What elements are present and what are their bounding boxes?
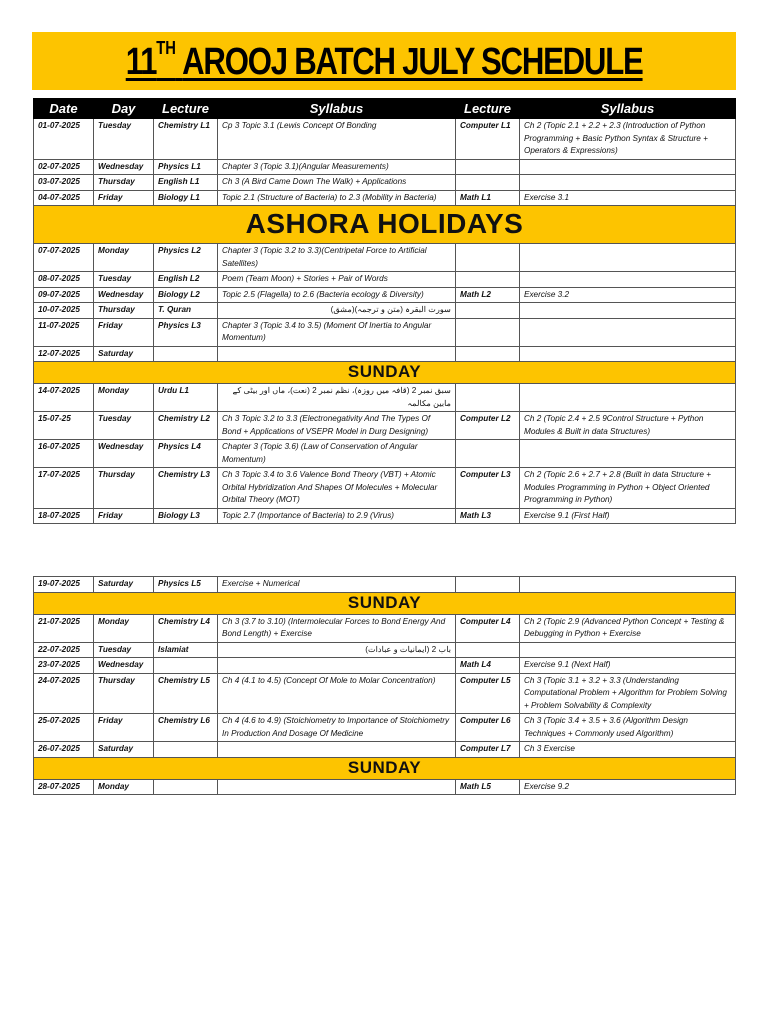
- day-cell: Tuesday: [94, 119, 154, 160]
- lecture-2-cell: Computer L2: [456, 412, 520, 440]
- syllabus-2-cell: [520, 440, 736, 468]
- schedule-row: [34, 614, 736, 642]
- lecture-2-cell: Computer L7: [456, 742, 520, 758]
- date-cell: 15-07-25: [34, 412, 94, 440]
- lecture-2-cell: [456, 159, 520, 175]
- date-cell: 25-07-2025: [34, 714, 94, 742]
- day-cell: Monday: [94, 384, 154, 412]
- syllabus-cell: Chapter 3 (Topic 3.6) (Law of Conservation of Angular Momentum): [218, 440, 456, 468]
- syllabus-2-cell: [520, 303, 736, 319]
- lecture-2-cell: Computer L6: [456, 714, 520, 742]
- date-cell: 24-07-2025: [34, 673, 94, 714]
- schedule-row: [34, 658, 736, 674]
- date-cell: 23-07-2025: [34, 658, 94, 674]
- date-cell: 28-07-2025: [34, 779, 94, 795]
- banner-label: SUNDAY: [34, 592, 736, 614]
- lecture-2-cell: [456, 384, 520, 412]
- syllabus-2-cell: Exercise 3.1: [520, 190, 736, 206]
- lecture-cell: [154, 742, 218, 758]
- lecture-cell: English L1: [154, 175, 218, 191]
- schedule-row: [34, 346, 736, 362]
- syllabus-2-cell: [520, 272, 736, 288]
- lecture-2-cell: Computer L1: [456, 119, 520, 160]
- day-cell: Monday: [94, 614, 154, 642]
- lecture-cell: Chemistry L6: [154, 714, 218, 742]
- syllabus-2-cell: [520, 346, 736, 362]
- title-superscript: TH: [156, 38, 176, 58]
- day-cell: Thursday: [94, 468, 154, 509]
- schedule-row: [34, 159, 736, 175]
- lecture-cell: Biology L3: [154, 508, 218, 524]
- date-cell: 19-07-2025: [34, 577, 94, 593]
- syllabus-2-cell: Ch 3 Exercise: [520, 742, 736, 758]
- lecture-cell: Chemistry L5: [154, 673, 218, 714]
- syllabus-cell: [218, 779, 456, 795]
- schedule-row: [34, 119, 736, 160]
- lecture-2-cell: [456, 272, 520, 288]
- day-cell: Wednesday: [94, 440, 154, 468]
- lecture-2-cell: Math L4: [456, 658, 520, 674]
- lecture-cell: Physics L1: [154, 159, 218, 175]
- day-cell: Monday: [94, 244, 154, 272]
- date-cell: 22-07-2025: [34, 642, 94, 658]
- day-cell: Friday: [94, 190, 154, 206]
- schedule-row: [34, 272, 736, 288]
- header-row: [34, 99, 736, 119]
- banner-row: [34, 206, 736, 244]
- header-day: Day: [94, 99, 154, 119]
- schedule-row: [34, 384, 736, 412]
- syllabus-2-cell: Exercise 3.2: [520, 287, 736, 303]
- header-syllabus-2: Syllabus: [520, 99, 736, 119]
- title-main: AROOJ BATCH JULY SCHEDULE: [182, 41, 643, 83]
- lecture-2-cell: Math L1: [456, 190, 520, 206]
- syllabus-2-cell: [520, 159, 736, 175]
- lecture-2-cell: Computer L4: [456, 614, 520, 642]
- schedule-row: [34, 468, 736, 509]
- schedule-row: [34, 577, 736, 593]
- banner-row: [34, 362, 736, 384]
- date-cell: 07-07-2025: [34, 244, 94, 272]
- syllabus-cell: Chapter 3 (Topic 3.2 to 3.3)(Centripetal Force to Artificial Satellites): [218, 244, 456, 272]
- banner-label: ASHORA HOLIDAYS: [34, 206, 736, 244]
- header-date: Date: [34, 99, 94, 119]
- lecture-cell: Chemistry L1: [154, 119, 218, 160]
- syllabus-2-cell: Ch 3 (Topic 3.4 + 3.5 + 3.6 (Algorithm Design Techniques + Commonly used Algorithm): [520, 714, 736, 742]
- lecture-cell: English L2: [154, 272, 218, 288]
- title-number: 11: [125, 41, 157, 83]
- lecture-cell: Physics L3: [154, 318, 218, 346]
- syllabus-cell: Ch 3 Topic 3.4 to 3.6 Valence Bond Theory (VBT) + Atomic Orbital Hybridization And Shapes Of Molecules + Molecular Orbital Theory (MOT): [218, 468, 456, 509]
- day-cell: Tuesday: [94, 272, 154, 288]
- schedule-row: [34, 244, 736, 272]
- lecture-cell: Islamiat: [154, 642, 218, 658]
- syllabus-cell: Chapter 3 (Topic 3.4 to 3.5) (Moment Of Inertia to Angular Momentum): [218, 318, 456, 346]
- lecture-2-cell: Math L3: [456, 508, 520, 524]
- banner-label: SUNDAY: [34, 362, 736, 384]
- schedule-row: [34, 714, 736, 742]
- day-cell: Saturday: [94, 742, 154, 758]
- syllabus-cell: [218, 346, 456, 362]
- syllabus-cell: Topic 2.1 (Structure of Bacteria) to 2.3 (Mobility in Bacteria): [218, 190, 456, 206]
- lecture-2-cell: [456, 577, 520, 593]
- syllabus-2-cell: Ch 2 (Topic 2.9 (Advanced Python Concept + Testing & Debugging in Python + Exercise: [520, 614, 736, 642]
- syllabus-cell: Topic 2.5 (Flagella) to 2.6 (Bacteria ecology & Diversity): [218, 287, 456, 303]
- schedule-row: [34, 508, 736, 524]
- syllabus-cell: Topic 2.7 (Importance of Bacteria) to 2.9 (Virus): [218, 508, 456, 524]
- day-cell: Friday: [94, 714, 154, 742]
- lecture-2-cell: [456, 175, 520, 191]
- syllabus-cell: Ch 4 (4.6 to 4.9) (Stoichiometry to Importance of Stoichiometry In Production And Dosage Of Medicine: [218, 714, 456, 742]
- lecture-cell: Physics L4: [154, 440, 218, 468]
- schedule-row: [34, 642, 736, 658]
- date-cell: 02-07-2025: [34, 159, 94, 175]
- date-cell: 01-07-2025: [34, 119, 94, 160]
- lecture-2-cell: [456, 440, 520, 468]
- lecture-cell: Chemistry L3: [154, 468, 218, 509]
- syllabus-2-cell: [520, 642, 736, 658]
- day-cell: Wednesday: [94, 287, 154, 303]
- syllabus-cell: Ch 3 Topic 3.2 to 3.3 (Electronegativity And The Types Of Bond + Applications of VSEPR Model in Durg Designing): [218, 412, 456, 440]
- day-cell: Friday: [94, 318, 154, 346]
- lecture-cell: [154, 658, 218, 674]
- schedule-row: [34, 779, 736, 795]
- banner-row: [34, 592, 736, 614]
- schedule-row: [34, 190, 736, 206]
- lecture-2-cell: Computer L5: [456, 673, 520, 714]
- date-cell: 11-07-2025: [34, 318, 94, 346]
- syllabus-cell: [218, 658, 456, 674]
- syllabus-2-cell: [520, 577, 736, 593]
- lecture-cell: [154, 346, 218, 362]
- syllabus-2-cell: [520, 318, 736, 346]
- syllabus-cell: باب 2 (ایمانیات و عبادات): [218, 642, 456, 658]
- lecture-cell: [154, 779, 218, 795]
- lecture-cell: Physics L5: [154, 577, 218, 593]
- banner-row: [34, 757, 736, 779]
- date-cell: 14-07-2025: [34, 384, 94, 412]
- lecture-cell: Biology L2: [154, 287, 218, 303]
- schedule-row: [34, 303, 736, 319]
- lecture-cell: Chemistry L2: [154, 412, 218, 440]
- day-cell: Thursday: [94, 303, 154, 319]
- day-cell: Monday: [94, 779, 154, 795]
- lecture-cell: Physics L2: [154, 244, 218, 272]
- lecture-2-cell: [456, 642, 520, 658]
- syllabus-2-cell: Ch 2 (Topic 2.1 + 2.2 + 2.3 (Introduction of Python Programming + Basic Python Syntax & Structure + Operators & Expressions): [520, 119, 736, 160]
- page-title: [126, 38, 643, 84]
- title-banner: [32, 32, 736, 90]
- syllabus-cell: [218, 742, 456, 758]
- schedule-row: [34, 440, 736, 468]
- date-cell: 10-07-2025: [34, 303, 94, 319]
- header-syllabus: Syllabus: [218, 99, 456, 119]
- lecture-2-cell: Computer L3: [456, 468, 520, 509]
- schedule-row: [34, 287, 736, 303]
- syllabus-cell: Exercise + Numerical: [218, 577, 456, 593]
- date-cell: 16-07-2025: [34, 440, 94, 468]
- date-cell: 26-07-2025: [34, 742, 94, 758]
- header-lecture-2: Lecture: [456, 99, 520, 119]
- syllabus-2-cell: [520, 384, 736, 412]
- day-cell: Saturday: [94, 346, 154, 362]
- schedule-row: [34, 412, 736, 440]
- date-cell: 12-07-2025: [34, 346, 94, 362]
- syllabus-2-cell: [520, 244, 736, 272]
- syllabus-cell: Ch 4 (4.1 to 4.5) (Concept Of Mole to Molar Concentration): [218, 673, 456, 714]
- syllabus-cell: Ch 3 (A Bird Came Down The Walk) + Applications: [218, 175, 456, 191]
- lecture-cell: Biology L1: [154, 190, 218, 206]
- syllabus-cell: سورت البقرہ (متن و ترجمہ)(مشق): [218, 303, 456, 319]
- day-cell: Wednesday: [94, 658, 154, 674]
- schedule-row: [34, 742, 736, 758]
- syllabus-2-cell: Exercise 9.1 (First Half): [520, 508, 736, 524]
- syllabus-cell: Ch 3 (3.7 to 3.10) (Intermolecular Forces to Bond Energy And Bond Length) + Exercise: [218, 614, 456, 642]
- day-cell: Wednesday: [94, 159, 154, 175]
- syllabus-2-cell: Exercise 9.1 (Next Half): [520, 658, 736, 674]
- schedule-table-1: [33, 98, 736, 524]
- syllabus-2-cell: Exercise 9.2: [520, 779, 736, 795]
- date-cell: 17-07-2025: [34, 468, 94, 509]
- date-cell: 09-07-2025: [34, 287, 94, 303]
- lecture-cell: T. Quran: [154, 303, 218, 319]
- lecture-2-cell: [456, 318, 520, 346]
- day-cell: Friday: [94, 508, 154, 524]
- date-cell: 03-07-2025: [34, 175, 94, 191]
- day-cell: Thursday: [94, 175, 154, 191]
- header-lecture: Lecture: [154, 99, 218, 119]
- lecture-cell: Urdu L1: [154, 384, 218, 412]
- lecture-2-cell: [456, 303, 520, 319]
- schedule-row: [34, 673, 736, 714]
- day-cell: Thursday: [94, 673, 154, 714]
- date-cell: 04-07-2025: [34, 190, 94, 206]
- date-cell: 18-07-2025: [34, 508, 94, 524]
- lecture-2-cell: Math L5: [456, 779, 520, 795]
- schedule-row: [34, 318, 736, 346]
- syllabus-cell: Cp 3 Topic 3.1 (Lewis Concept Of Bonding: [218, 119, 456, 160]
- syllabus-cell: Poem (Team Moon) + Stories + Pair of Words: [218, 272, 456, 288]
- date-cell: 08-07-2025: [34, 272, 94, 288]
- syllabus-cell: سبق نمبر 2 (قافہ میں روزہ)، نظم نمبر 2 (نعت)، ماں اور بیٹی کے مابین مکالمہ: [218, 384, 456, 412]
- lecture-2-cell: [456, 244, 520, 272]
- syllabus-2-cell: [520, 175, 736, 191]
- day-cell: Tuesday: [94, 412, 154, 440]
- lecture-2-cell: Math L2: [456, 287, 520, 303]
- syllabus-2-cell: Ch 2 (Topic 2.6 + 2.7 + 2.8 (Built in data Structure + Modules Programming in Python + Object Oriented Programming in Python): [520, 468, 736, 509]
- schedule-row: [34, 175, 736, 191]
- date-cell: 21-07-2025: [34, 614, 94, 642]
- banner-label: SUNDAY: [34, 757, 736, 779]
- schedule-table-2: [33, 576, 736, 795]
- lecture-2-cell: [456, 346, 520, 362]
- syllabus-cell: Chapter 3 (Topic 3.1)(Angular Measurements): [218, 159, 456, 175]
- day-cell: Tuesday: [94, 642, 154, 658]
- syllabus-2-cell: Ch 3 (Topic 3.1 + 3.2 + 3.3 (Understanding Computational Problem + Algorithm for Problem Solving + Problem Solvability & Complexity: [520, 673, 736, 714]
- lecture-cell: Chemistry L4: [154, 614, 218, 642]
- day-cell: Saturday: [94, 577, 154, 593]
- syllabus-2-cell: Ch 2 (Topic 2.4 + 2.5 9Control Structure + Python Modules & Built in data Structures): [520, 412, 736, 440]
